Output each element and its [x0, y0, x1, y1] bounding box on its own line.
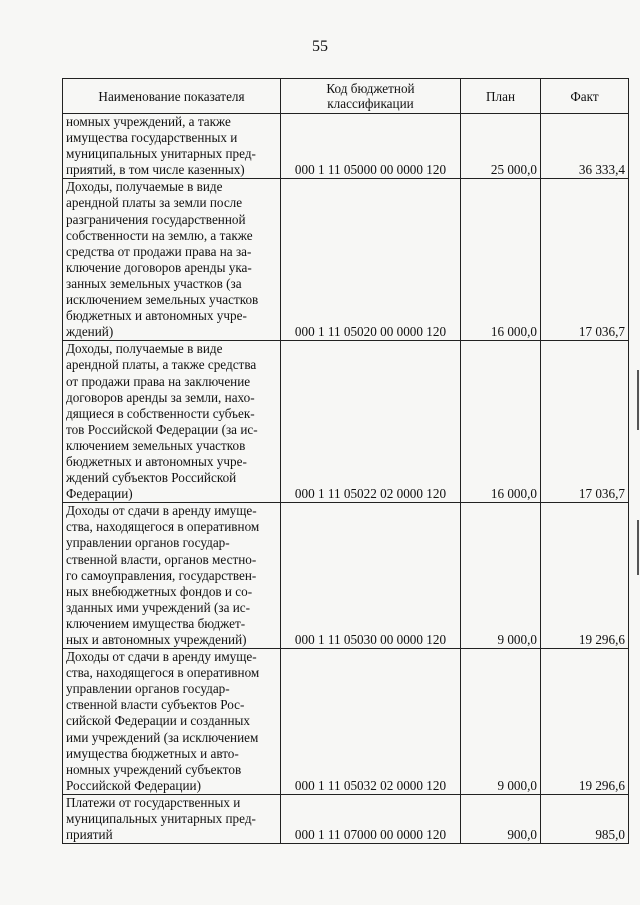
- row-name: Платежи от государственных и муниципальных унитарных пред- приятий: [63, 794, 281, 843]
- row-plan: 900,0: [461, 794, 541, 843]
- row-name: Доходы от сдачи в аренду имуще- ства, находящегося в оперативном управлении органов государ- ственной власти, органов местно- го самоуправления, государствен- ных внебюджетных фондов и со- зданных ими учреждений (за ис- ключением имущества бюджет- ных и автономных учреждений): [63, 503, 281, 649]
- row-code: 000 1 11 07000 00 0000 120: [281, 794, 461, 843]
- row-fact: 17 036,7: [541, 179, 629, 341]
- row-plan: 25 000,0: [461, 114, 541, 179]
- row-code: 000 1 11 05022 02 0000 120: [281, 341, 461, 503]
- row-plan: 16 000,0: [461, 341, 541, 503]
- row-name: номных учреждений, а также имущества государственных и муниципальных унитарных пред- приятий, в том числе казенных): [63, 114, 281, 179]
- scan-edge-mark: [637, 370, 639, 430]
- row-code: 000 1 11 05020 00 0000 120: [281, 179, 461, 341]
- row-fact: 19 296,6: [541, 503, 629, 649]
- header-fact: Факт: [541, 79, 629, 114]
- scan-edge-mark: [637, 520, 639, 575]
- header-plan: План: [461, 79, 541, 114]
- row-plan: 9 000,0: [461, 649, 541, 795]
- table-row: [63, 794, 629, 843]
- row-code: 000 1 11 05030 00 0000 120: [281, 503, 461, 649]
- header-code: Код бюджетной классификации: [281, 79, 461, 114]
- row-name: Доходы, получаемые в виде арендной платы за земли после разграничения государственной собственности на землю, а также средства от продажи права на за- ключение договоров аренды ука- занных земельных участков (за исключением земельных участков бюджетных и автономных учре- ждений): [63, 179, 281, 341]
- table-row: [63, 503, 629, 649]
- row-name: Доходы, получаемые в виде арендной платы, а также средства от продажи права на заключение договоров аренды за земли, нахо- дящиеся в собственности субъек- тов Российской Федерации (за ис- ключением земельных участков бюджетных и автономных учре- ждений субъектов Российской Федерации): [63, 341, 281, 503]
- row-fact: 19 296,6: [541, 649, 629, 795]
- row-plan: 9 000,0: [461, 503, 541, 649]
- table-row: [63, 114, 629, 179]
- table-row: [63, 341, 629, 503]
- row-code: 000 1 11 05032 02 0000 120: [281, 649, 461, 795]
- table-row: [63, 649, 629, 795]
- table-row: [63, 179, 629, 341]
- page-number: 55: [312, 38, 328, 55]
- row-fact: 985,0: [541, 794, 629, 843]
- row-plan: 16 000,0: [461, 179, 541, 341]
- table-header-row: [63, 79, 629, 114]
- row-fact: 36 333,4: [541, 114, 629, 179]
- row-name: Доходы от сдачи в аренду имуще- ства, находящегося в оперативном управлении органов государ- ственной власти субъектов Рос- сийской Федерации и созданных ими учреждений (за исключением имущества бюджетных и авто- номных учреждений субъектов Российской Федерации): [63, 649, 281, 795]
- header-name: Наименование показателя: [63, 79, 281, 114]
- revenue-table: [62, 78, 629, 844]
- row-code: 000 1 11 05000 00 0000 120: [281, 114, 461, 179]
- row-fact: 17 036,7: [541, 341, 629, 503]
